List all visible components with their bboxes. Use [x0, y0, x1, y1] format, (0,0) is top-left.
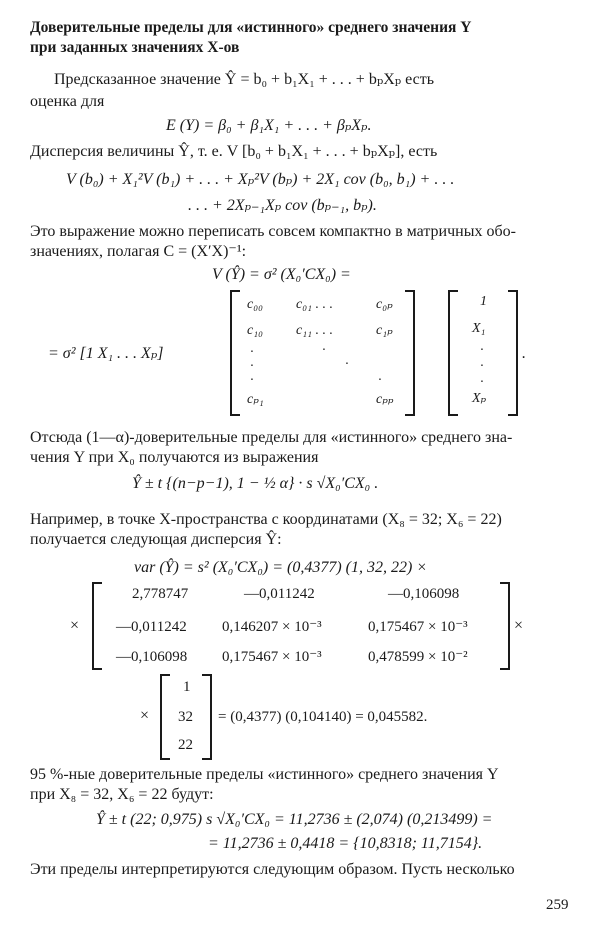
paragraph-matrix-line2: значениях, полагая C = (X′X)⁻¹: — [30, 243, 247, 260]
matrix-value: 0,478599 × 10⁻² — [368, 649, 468, 665]
matrix-equation-period: . — [522, 345, 526, 362]
equation-confidence-interval: Ŷ ± t {(n−p−1), 1 − ½ α} · s √X₀′CX₀ . — [132, 475, 379, 492]
paragraph-variance: Дисперсия величины Ŷ, т. е. V [b₀ + b₁X₁ + . . . + bₚXₚ], есть — [30, 143, 438, 160]
paragraph-95-line1: 95 %-ные доверительные пределы «истинного» среднего значения Y — [30, 766, 499, 783]
matrix-value: 0,175467 × 10⁻³ — [222, 649, 322, 665]
row-vector-left: = σ² [1 X₁ . . . Xₚ] — [48, 345, 164, 362]
equation-V-Yhat: V (Ŷ) = σ² (X₀′CX₀) = — [212, 266, 351, 283]
paragraph-confidence-line1: Отсюда (1—α)-доверительные пределы для «истинного» среднего зна- — [30, 429, 513, 446]
times-symbol: × — [514, 617, 524, 634]
vector-x-dots: · — [480, 375, 484, 390]
matrix-value: —0,106098 — [388, 586, 460, 602]
vector-x-cell: X₁ — [472, 321, 486, 336]
equation-final-line1: Ŷ ± t (22; 0,975) s √X₀′CX₀ = 11,2736 ± (2,074) (0,213499) = — [96, 811, 493, 828]
matrix-c-dots: · — [250, 345, 254, 360]
matrix-c-cell: c₀₁ . . . — [296, 297, 333, 312]
section-heading-line2: при заданных значениях X-ов — [30, 39, 240, 56]
vector-value: 1 — [183, 679, 191, 695]
times-symbol: × — [70, 617, 80, 634]
vector-x-dots: · — [480, 343, 484, 358]
vector-x-right-bracket — [508, 290, 518, 416]
matrix-c-dots: · — [378, 373, 382, 388]
matrix-c-dots: · — [345, 357, 349, 372]
vector-x-dots: · — [480, 359, 484, 374]
vector-value: 32 — [178, 709, 193, 725]
equation-var-example: var (Ŷ) = s² (X₀′CX₀) = (0,4377) (1, 32, 22) × — [134, 559, 428, 576]
matrix-c-cell: c₀ₚ — [376, 297, 393, 312]
numeric-matrix-left-bracket — [92, 582, 102, 670]
paragraph-matrix-line1: Это выражение можно переписать совсем компактно в матричных обо- — [30, 223, 516, 240]
matrix-value: 0,175467 × 10⁻³ — [368, 619, 468, 635]
paragraph-example-line1: Например, в точке X-пространства с координатами (X₈ = 32; X₆ = 22) — [30, 511, 502, 528]
matrix-c-cell: c₁₁ . . . — [296, 323, 333, 338]
matrix-c-dots: · — [322, 343, 326, 358]
matrix-value: —0,011242 — [116, 619, 187, 635]
paragraph-95-line2: при X₈ = 32, X₆ = 22 будут: — [30, 786, 214, 803]
page-number: 259 — [546, 897, 569, 913]
numeric-vector-left-bracket — [160, 674, 170, 760]
equation-final-line2: = 11,2736 ± 0,4418 = {10,8318; 11,7154}. — [208, 835, 483, 852]
matrix-value: —0,011242 — [244, 586, 315, 602]
equation-variance-line2: . . . + 2Xₚ₋₁Xₚ cov (bₚ₋₁, bₚ). — [188, 197, 377, 214]
matrix-c-right-bracket — [405, 290, 415, 416]
matrix-c-cell: cₚ₁ — [247, 392, 264, 407]
matrix-c-cell: c₁ₚ — [376, 323, 393, 338]
paragraph-predicted-line1: Предсказанное значение Ŷ = b₀ + b₁X₁ + . . . + bₚXₚ есть — [54, 71, 435, 88]
vector-x-left-bracket — [448, 290, 458, 416]
numeric-matrix-right-bracket — [500, 582, 510, 670]
equation-expectation: E (Y) = β₀ + β₁X₁ + . . . + βₚXₚ. — [166, 117, 372, 134]
matrix-c-left-bracket — [230, 290, 240, 416]
vector-value: 22 — [178, 737, 193, 753]
vector-x-cell: Xₚ — [472, 391, 487, 406]
matrix-c-dots: · — [250, 373, 254, 388]
paragraph-example-line2: получается следующая дисперсия Ŷ: — [30, 531, 282, 548]
variance-result: = (0,4377) (0,104140) = 0,045582. — [218, 709, 428, 725]
section-heading-line1: Доверительные пределы для «истинного» среднего значения Y — [30, 19, 472, 36]
matrix-c-cell: c₁₀ — [247, 323, 263, 338]
matrix-c-dots: · — [250, 359, 254, 374]
matrix-value: 0,146207 × 10⁻³ — [222, 619, 322, 635]
matrix-c-cell: c₀₀ — [247, 297, 263, 312]
matrix-value: —0,106098 — [116, 649, 188, 665]
matrix-c-cell: cₚₚ — [376, 392, 394, 407]
paragraph-predicted-line2: оценка для — [30, 93, 105, 110]
numeric-vector-right-bracket — [202, 674, 212, 760]
vector-x-cell: 1 — [480, 294, 487, 309]
equation-variance-line1: V (b₀) + X₁²V (b₁) + . . . + Xₚ²V (bₚ) + 2X₁ cov (b₀, b₁) + . . . — [66, 171, 455, 188]
paragraph-confidence-line2: чения Y при X₀ получаются из выражения — [30, 449, 319, 466]
times-symbol: × — [140, 707, 150, 724]
paragraph-interpretation: Эти пределы интерпретируются следующим образом. Пусть несколько — [30, 861, 515, 878]
matrix-value: 2,778747 — [132, 586, 189, 602]
